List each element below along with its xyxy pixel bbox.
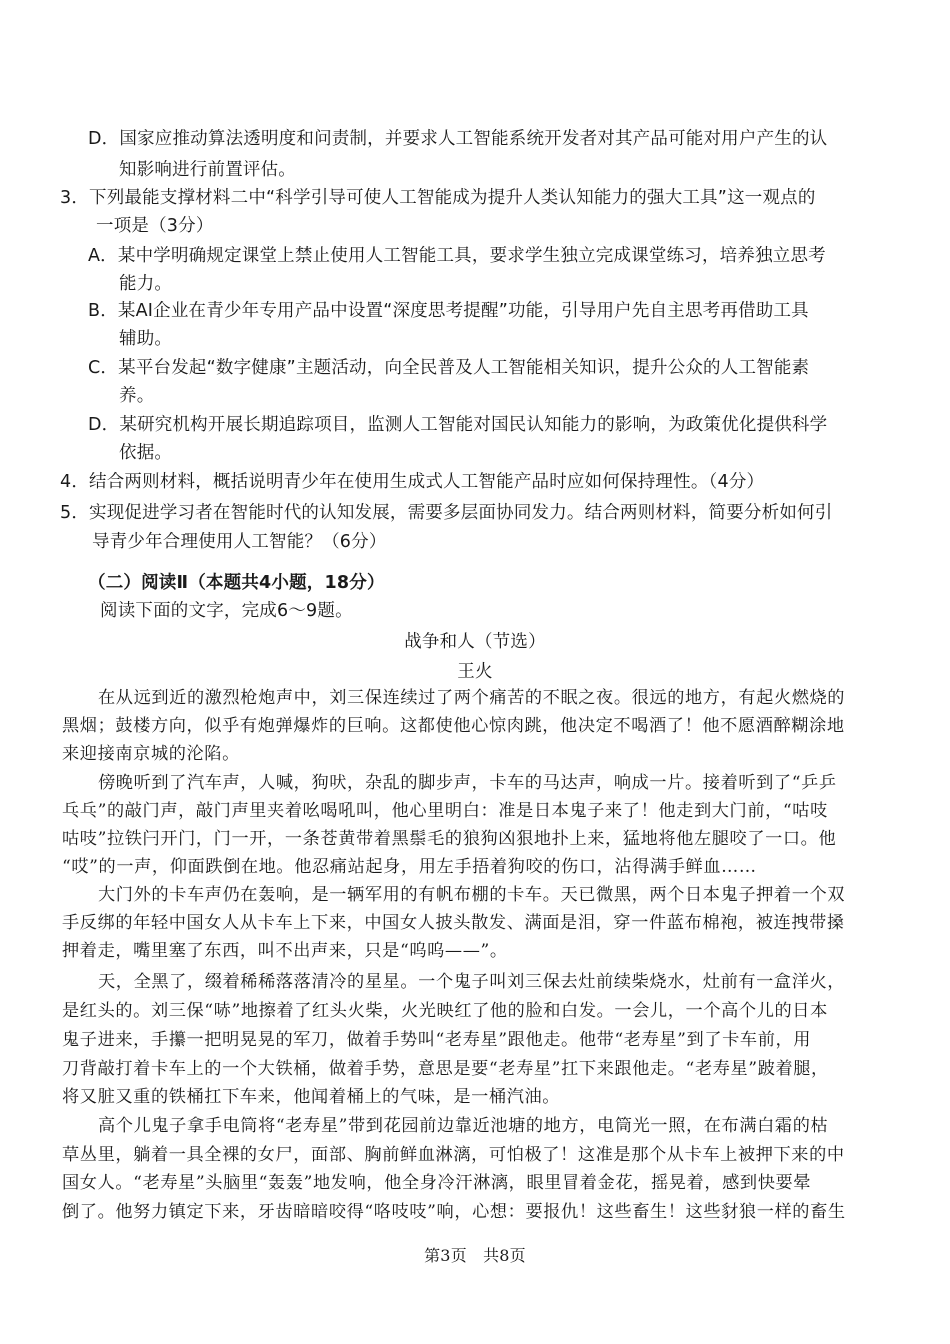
- story-p1-line-1: 在从远到近的激烈枪炮声中，刘三保连续过了两个痛苦的不眠之夜。很远的地方，有起火燃烧的: [98, 688, 846, 708]
- story-p4-line-2: 是红头的。刘三保“哧”地擦着了红头火柴，火光映红了他的脸和白发。一会儿，一个高个儿的日本: [62, 1001, 828, 1021]
- q4-text: 4．结合两则材料，概括说明青少年在使用生成式人工智能产品时应如何保持理性。（4分）: [60, 472, 765, 492]
- story-p5-line-4: 倒了。他努力镇定下来，牙齿暗暗咬得“咯吱吱”响，心想：要报仇！这些畜生！这些豺狼一样的畜生: [62, 1202, 846, 1222]
- q3-option-d-line-2: 依据。: [119, 443, 173, 463]
- story-p4-line-4: 刀背敲打着卡车上的一个大铁桶，做着手势，意思是要“老寿星”扛下来跟他走。“老寿星”跛着腿，: [62, 1059, 829, 1079]
- story-p5-line-3: 国女人。“老寿星”头脑里“轰轰”地发响，他全身冷汗淋漓，眼里冒着金花，摇晃着，感到快要晕: [62, 1173, 812, 1193]
- q2-option-d-line-2: 知影响进行前置评估。: [119, 160, 296, 180]
- q3-option-a-line-2: 能力。: [119, 274, 173, 294]
- q3-stem-line-1: 3．下列最能支撑材料二中“科学引导可使人工智能成为提升人类认知能力的强大工具”这一观点的: [60, 188, 816, 208]
- story-p4-line-3: 鬼子进来，手攥一把明晃晃的军刀，做着手势叫“老寿星”跟他走。他带“老寿星”到了卡车前，用: [62, 1030, 812, 1050]
- story-p5-line-2: 草丛里，躺着一具全裸的女尸，面部、胸前鲜血淋漓，可怕极了！这准是那个从卡车上被押下来的中: [62, 1145, 845, 1165]
- story-p1-line-3: 来迎接南京城的沦陷。: [62, 744, 240, 764]
- q5-line-2: 导青少年合理使用人工智能？（6分）: [92, 532, 387, 552]
- story-p4-line-5: 将又脏又重的铁桶扛下车来，他闻着桶上的气味，是一桶汽油。: [62, 1087, 561, 1107]
- q3-option-c-line-1: C．某平台发起“数字健康”主题活动，向全民普及人工智能相关知识，提升公众的人工智能素: [88, 358, 810, 378]
- story-p2-line-3: 咕吱”拉铁闩开门，门一开，一条苍黄带着黑鬃毛的狼狗凶狠地扑上来，猛地将他左腿咬了一口。他: [62, 829, 837, 849]
- story-p3-line-2: 手反绑的年轻中国女人从卡车上下来，中国女人披头散发、满面是泪，穿一件蓝布棉袍，被连拽带搡: [62, 913, 845, 933]
- q3-stem-line-2: 一项是（3分）: [96, 216, 214, 236]
- q5-line-1: 5．实现促进学习者在智能时代的认知发展，需要多层面协同发力。结合两则材料，简要分析如何引: [60, 503, 833, 523]
- story-p2-line-2: 乓乓”的敲门声，敲门声里夹着吆喝吼叫，他心里明白：准是日本鬼子来了！他走到大门前，“咕吱: [62, 801, 828, 821]
- q3-option-b-line-2: 辅助。: [119, 329, 173, 349]
- story-p3-line-1: 大门外的卡车声仍在轰响，是一辆军用的有帆布棚的卡车。天已微黑，两个日本鬼子押着一个双: [98, 885, 846, 905]
- story-title: 战争和人（节选）: [404, 632, 546, 652]
- story-p2-line-1: 傍晚听到了汽车声，人喊，狗吠，杂乱的脚步声，卡车的马达声，响成一片。接着听到了“乒乒: [98, 773, 837, 793]
- story-author: 王火: [457, 662, 493, 682]
- section-instruction: 阅读下面的文字，完成6～9题。: [100, 601, 353, 621]
- story-p1-line-2: 黑烟；鼓楼方向，似乎有炮弹爆炸的巨响。这都使他心惊肉跳，他决定不喝酒了！他不愿酒醉糊涂地: [62, 716, 845, 736]
- q3-option-d-line-1: D．某研究机构开展长期追踪项目，监测人工智能对国民认知能力的影响，为政策优化提供科学: [88, 415, 828, 435]
- q3-option-b-line-1: B．某AI企业在青少年专用产品中设置“深度思考提醒”功能，引导用户先自主思考再借助工具: [88, 301, 809, 321]
- story-p2-line-4: “哎”的一声，仰面跌倒在地。他忍痛站起身，用左手捂着狗咬的伤口，沾得满手鲜血……: [62, 857, 757, 877]
- q3-option-a-line-1: A．某中学明确规定课堂上禁止使用人工智能工具，要求学生独立完成课堂练习，培养独立思考: [88, 246, 826, 266]
- section-heading: （二）阅读Ⅱ（本题共4小题，18分）: [88, 573, 385, 593]
- q3-option-c-line-2: 养。: [119, 386, 155, 406]
- page-footer: 第3页 共8页: [424, 1246, 526, 1265]
- story-p5-line-1: 高个儿鬼子拿手电筒将“老寿星”带到花园前边靠近池塘的地方，电筒光一照，在布满白霜的枯: [98, 1116, 829, 1136]
- story-p3-line-3: 押着走，嘴里塞了东西，叫不出声来，只是“呜呜——”。: [62, 941, 508, 961]
- story-p4-line-1: 天，全黑了，缀着稀稀落落清冷的星星。一个鬼子叫刘三保去灶前续柴烧水，灶前有一盒洋火，: [98, 972, 846, 992]
- q2-option-d-line-1: D．国家应推动算法透明度和问责制，并要求人工智能系统开发者对其产品可能对用户产生的认: [88, 129, 828, 149]
